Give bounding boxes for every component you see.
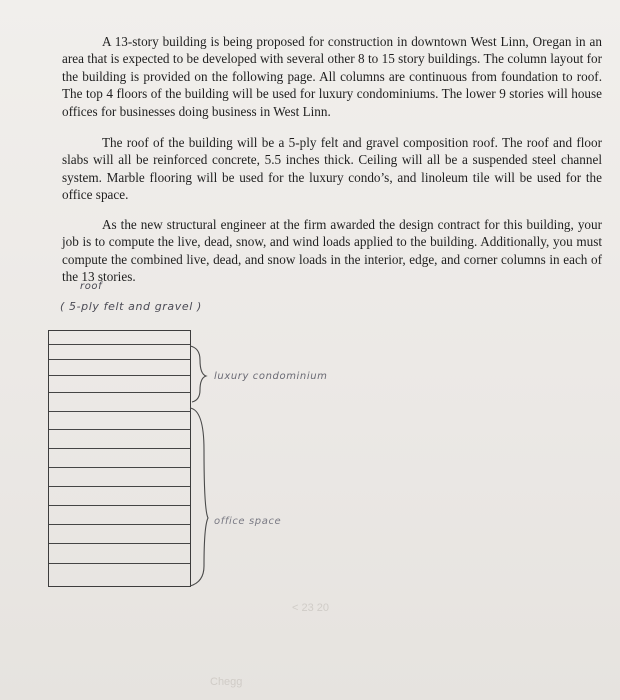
- floor-line: [49, 467, 190, 468]
- floor-line: [49, 543, 190, 544]
- floor-line: [49, 359, 190, 360]
- floor-line: [49, 505, 190, 506]
- floor-line: [49, 429, 190, 430]
- watermark-text: Chegg: [210, 676, 243, 688]
- paragraph-materials: The roof of the building will be a 5-ply felt and gravel composition roof. The roof and floor slabs will all be reinforced concrete, 5.5 inches thick. Ceiling will all be a suspended steel channel system. Marble flooring will be used for the luxury condo’s, and linoleum tile will be used for the office space.: [62, 135, 602, 203]
- floor-line: [49, 448, 190, 449]
- luxury-brace: [190, 346, 206, 402]
- handwritten-roof-label: roof: [80, 281, 103, 292]
- floor-line: [49, 563, 190, 564]
- paragraph-project-description: A 13-story building is being proposed for construction in downtown West Linn, Oregan in an area that is expected to be developed with several other 8 to 15 story buildings. The column layout for the building is provided on the following page. All columns are continuous from foundation to roof. The top 4 floors of the building will be used for luxury condominiums. The lower 9 stories will house offices for businesses doing business in West Linn.: [62, 34, 602, 119]
- building-sketch: [48, 330, 191, 587]
- floor-line: [49, 524, 190, 525]
- floor-line: [49, 411, 190, 412]
- floor-line: [49, 375, 190, 376]
- office-brace: [190, 408, 208, 586]
- show-through-text: < 23 20: [292, 602, 330, 614]
- handwritten-luxury-label: luxury condominium: [214, 371, 328, 382]
- floor-line: [49, 392, 190, 393]
- floor-line: [49, 486, 190, 487]
- handwritten-roof-type-label: ( 5-ply felt and gravel ): [60, 300, 202, 313]
- paragraph-task: As the new structural engineer at the firm awarded the design contract for this building, your job is to compute the live, dead, snow, and wind loads applied to the building. Additionally, you must compute the combined live, dead, and snow loads in the interior, edge, and corner columns in each of the 13 stories.: [62, 217, 602, 285]
- floor-line: [49, 344, 190, 345]
- handwritten-office-label: office space: [214, 516, 282, 527]
